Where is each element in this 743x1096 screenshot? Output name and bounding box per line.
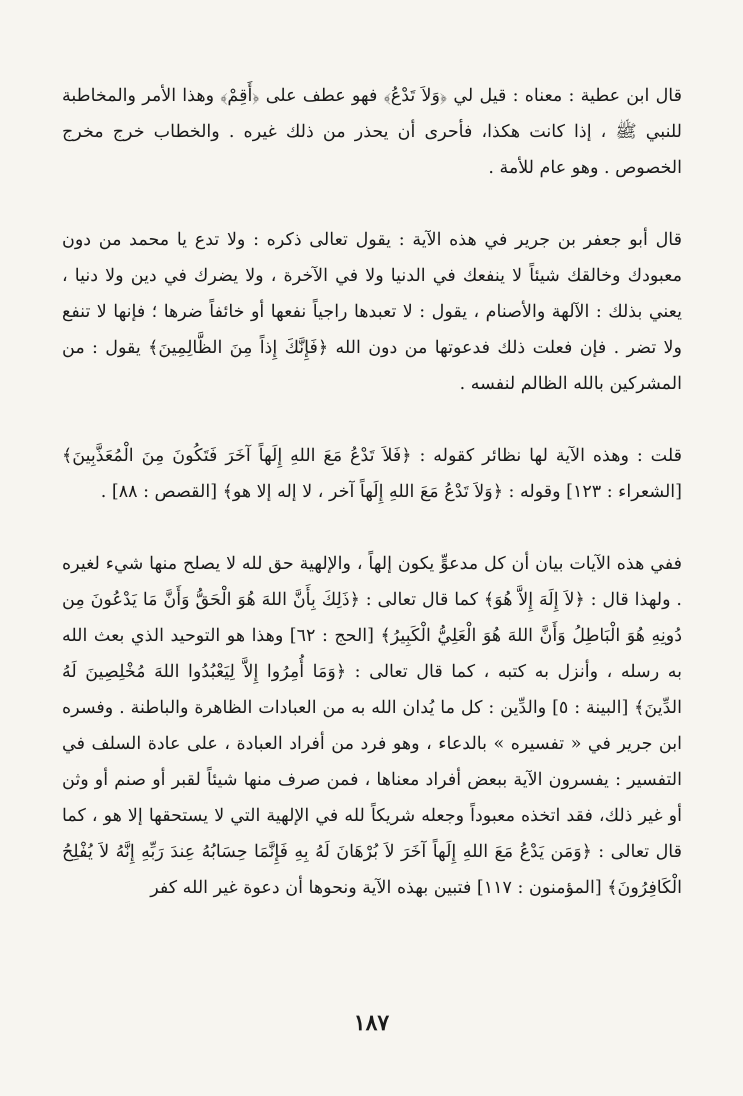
page-body — [62, 78, 682, 940]
paragraph-tawhid: ففي هذه الآيات بيان أن كل مدعوٍّ يكون إلهاً ، والإلهية حق لله لا يصلح منها شيء لغيره . ولهذا قال : ﴿لاَ إِلَهَ إِلاَّ هُوَ﴾ كما قال تعالى : ﴿ذَلِكَ بِأَنَّ اللهَ هُوَ الْحَقُّ وَأَنَّ مَا يَدْعُونَ مِن دُونِهِ هُوَ الْبَاطِلُ وَأَنَّ اللهَ هُوَ الْعَلِيُّ الْكَبِيرُ﴾ [الحج : ٦٢] وهذا هو التوحيد الذي بعث الله به رسله ، وأنزل به كتبه ، كما قال تعالى : ﴿وَمَا أُمِرُوا إِلاَّ لِيَعْبُدُوا اللهَ مُخْلِصِينَ لَهُ الدِّينَ﴾ [البينة : ٥] والدِّين : كل ما يُدان الله به من العبادات الظاهرة والباطنة . وفسره ابن جرير في « تفسيره » بالدعاء ، وهو فرد من أفراد العبادة ، على عادة السلف في التفسير : يفسرون الآية ببعض أفراد معناها ، فمن صرف منها شيئاً لقبر أو صنم أو وثن أو غير ذلك، فقد اتخذه معبوداً وجعله شريكاً لله في الإلهية التي لا يستحقها إلا هو ، كما قال تعالى : ﴿وَمَن يَدْعُ مَعَ اللهِ إِلَهاً آخَرَ لاَ بُرْهَانَ لَهُ بِهِ فَإِنَّمَا حِسَابُهُ عِندَ رَبِّهِ إِنَّهُ لاَ يُفْلِحُ الْكَافِرُونَ﴾ [المؤمنون : ١١٧] فتبين بهذه الآية ونحوها أن دعوة غير الله كفر — [62, 554, 683, 898]
page-number: ١٨٧ — [353, 1010, 390, 1036]
paragraph-similar-verses: قلت : وهذه الآية لها نظائر كقوله : ﴿فَلاَ تَدْعُ مَعَ اللهِ إِلَهاً آخَرَ فَتَكُونَ مِنَ الْمُعَذَّبِينَ﴾ [الشعراء : ١٢٣] وقوله : ﴿وَلاَ تَدْعُ مَعَ اللهِ إِلَهاً آخر ، لا إله إلا هو﴾ [القصص : ٨٨] . — [62, 446, 682, 502]
paragraph-ibn-jarir: قال أبو جعفر بن جرير في هذه الآية : يقول تعالى ذكره : ولا تدع يا محمد من دون معبودك وخالقك شيئاً لا ينفعك في الدنيا ولا في الآخرة ، ولا يضرك في دين ولا دنيا ، يعني بذلك : الآلهة والأصنام ، يقول : لا تعبدها راجياً نفعها أو خائفاً ضرها ؛ فإنها لا تنفع ولا تضر . فإن فعلت ذلك فدعوتها من دون الله ﴿فَإِنَّكَ إِذاً مِنَ الظَّالِمِينَ﴾ يقول : من المشركين بالله الظالم لنفسه . — [62, 230, 682, 394]
paragraph-ibn-atiyyah: قال ابن عطية : معناه : قيل لي ﴿وَلاَ تَدْعُ﴾ فهو عطف على ﴿أَقِمْ﴾ وهذا الأمر والمخاطبة للنبي ﷺ ، إذا كانت هكذا، فأحرى أن يحذر من ذلك غيره . والخطاب خرج مخرج الخصوص . وهو عام للأمة . — [62, 86, 682, 178]
